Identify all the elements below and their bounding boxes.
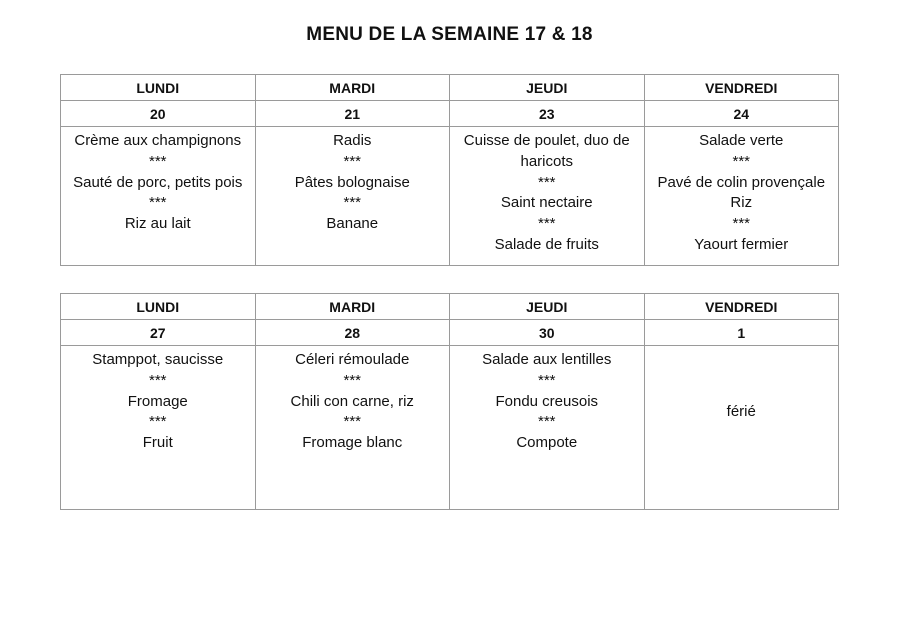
meal-cell-mardi: [255, 127, 450, 266]
meal-cell-mardi: [255, 346, 450, 510]
date-cell: 20: [61, 101, 256, 127]
date-cell: 24: [644, 101, 839, 127]
meal-line: Saint nectaire: [500, 194, 593, 212]
date-cell: 1: [644, 320, 839, 346]
meal-separator: ***: [343, 194, 361, 212]
meal-line: Riz au lait: [124, 215, 191, 233]
meal-cell-lundi: [61, 346, 256, 510]
meal-separator: ***: [537, 173, 556, 191]
meal-line: Pavé de colin provençale: [657, 173, 826, 191]
meal-line: Salade aux lentilles: [482, 351, 612, 368]
meal-separator: ***: [148, 194, 167, 212]
meal-line: Pâtes bolognaise: [294, 173, 410, 191]
meal-separator: ***: [148, 413, 167, 431]
meal-line: haricots: [520, 152, 574, 170]
meal-separator: ***: [537, 413, 556, 431]
day-header-jeudi: JEUDI: [450, 75, 645, 101]
meals-row: [61, 127, 839, 266]
day-header-row: [61, 294, 839, 320]
meal-line: Salade de fruits: [494, 235, 599, 253]
meal-line: Sauté de porc, petits pois: [73, 173, 243, 191]
date-cell: 23: [450, 101, 645, 127]
meal-separator: ***: [732, 215, 750, 233]
holiday-label: férié: [726, 403, 756, 421]
meal-cell-jeudi: [450, 127, 645, 266]
meal-line: Banane: [326, 215, 379, 233]
meal-line: Riz: [730, 194, 753, 212]
date-cell: 30: [450, 320, 645, 346]
day-header-lundi: LUNDI: [61, 75, 256, 101]
day-header-vendredi: VENDREDI: [644, 75, 839, 101]
day-header-mardi: MARDI: [255, 75, 450, 101]
page-title: MENU DE LA SEMAINE 17 & 18: [306, 24, 593, 45]
meal-line: Fromage blanc: [302, 434, 403, 452]
day-header-row: [61, 75, 839, 101]
meal-cell-vendredi: [644, 346, 839, 510]
meal-separator: ***: [537, 371, 556, 389]
meal-line: Stamppot, saucisse: [92, 351, 224, 368]
meal-separator: ***: [732, 152, 750, 170]
menu-table-week-17: [60, 74, 839, 266]
meal-cell-vendredi: [644, 127, 839, 266]
meal-separator: ***: [343, 413, 361, 431]
meal-line: Fromage: [127, 392, 188, 410]
date-row: [61, 101, 839, 127]
meal-separator: ***: [148, 152, 167, 170]
day-header-jeudi: JEUDI: [450, 294, 645, 320]
meal-line: Cuisse de poulet, duo de: [463, 132, 630, 149]
date-cell: 27: [61, 320, 256, 346]
meal-separator: ***: [343, 371, 361, 389]
meal-line: Yaourt fermier: [694, 235, 789, 253]
day-header-vendredi: VENDREDI: [644, 294, 839, 320]
meal-line: Radis: [333, 132, 372, 149]
meal-cell-jeudi: [450, 346, 645, 510]
meal-cell-lundi: [61, 127, 256, 266]
meal-separator: ***: [148, 371, 167, 389]
meal-line: Compote: [516, 434, 578, 452]
meal-line: Salade verte: [699, 132, 784, 149]
menu-table-week-18: [60, 293, 839, 510]
date-cell: 28: [255, 320, 450, 346]
date-row: [61, 320, 839, 346]
date-cell: 21: [255, 101, 450, 127]
meal-line: Fruit: [142, 434, 173, 452]
meal-separator: ***: [537, 215, 556, 233]
meals-row: [61, 346, 839, 510]
meal-separator: ***: [343, 152, 361, 170]
meal-line: Chili con carne, riz: [290, 392, 414, 410]
meal-line: Céleri rémoulade: [295, 351, 410, 368]
meal-line: Fondu creusois: [495, 392, 599, 410]
meal-line: Crème aux champignons: [74, 132, 242, 149]
day-header-lundi: LUNDI: [61, 294, 256, 320]
day-header-mardi: MARDI: [255, 294, 450, 320]
